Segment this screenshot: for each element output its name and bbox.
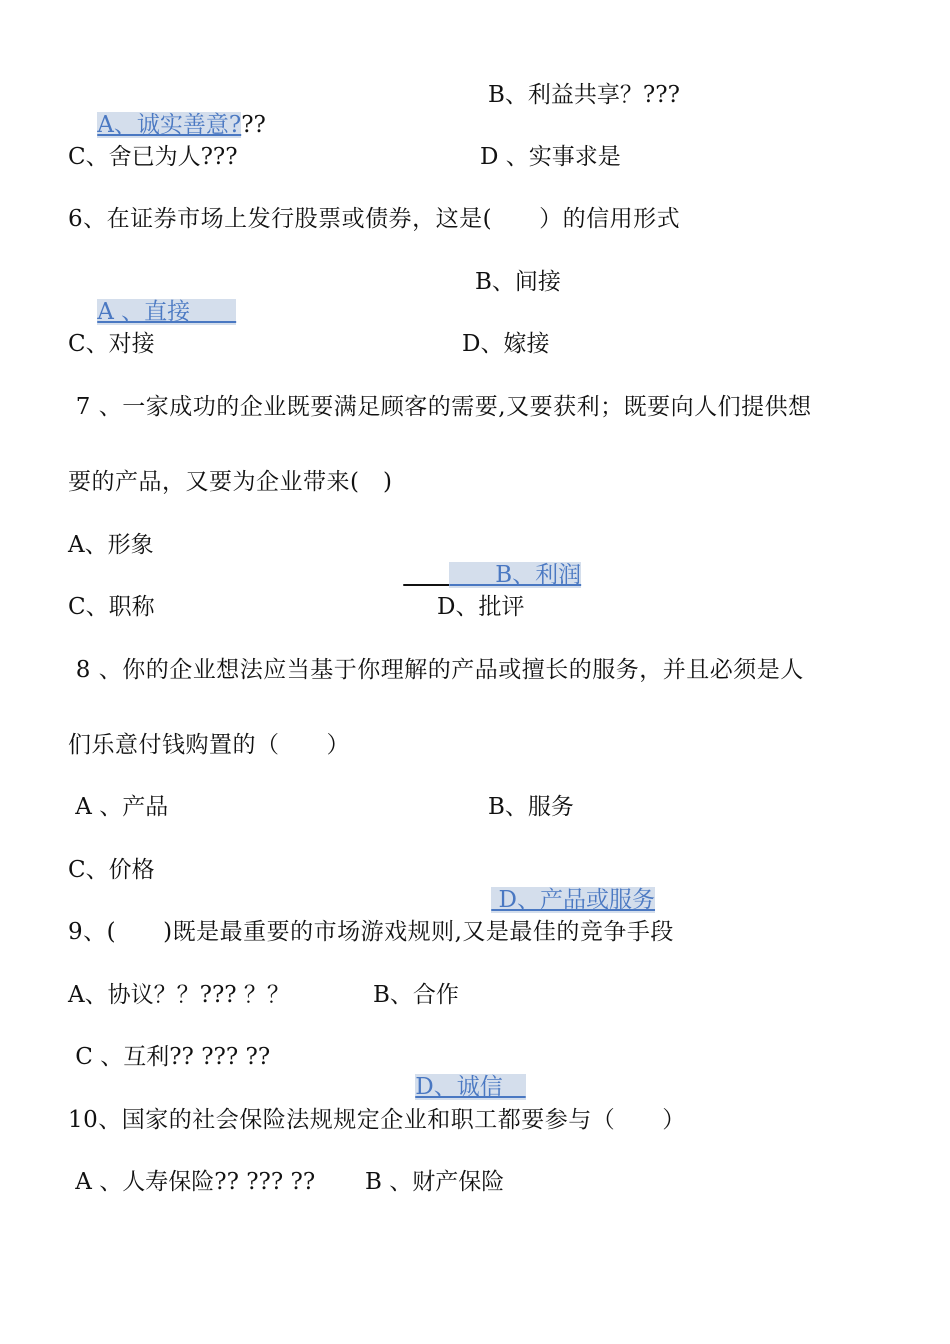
q6-option-b: B、间接	[475, 269, 561, 295]
q6-option-c: C、对接	[68, 331, 155, 357]
q6-option-d: D、嫁接	[462, 331, 550, 357]
q5-option-c: C、舍已为人???	[68, 144, 238, 170]
q7-option-a: A、形象	[68, 532, 154, 558]
q8-option-c: C、价格	[68, 857, 155, 883]
q9-option-c: C 、互利?? ??? ??	[68, 1044, 271, 1070]
q9-stem: 9、( )既是最重要的市场游戏规则,又是最佳的竞争手段	[68, 919, 674, 945]
q7-blank	[403, 562, 449, 588]
q6-answer-highlight: A 、直接	[97, 299, 237, 325]
q8-option-a: A 、产品	[68, 794, 169, 820]
q7-option-d: D、批评	[437, 594, 525, 620]
q10-stem: 10、国家的社会保险法规规定企业和职工都要参与（ ）	[68, 1107, 686, 1133]
q6-stem: 6、在证券市场上发行股票或债券，这是( ）的信用形式	[68, 206, 681, 232]
q9-option-a: A、协议？？??? ？？	[68, 982, 290, 1008]
q7-stem-line2: 要的产品，又要为企业带来( )	[68, 469, 393, 495]
q10-option-a: A 、人寿保险?? ??? ??	[68, 1169, 316, 1195]
q7-stem-line1: 7 、一家成功的企业既要满足顾客的需要,又要获利；既要向人们提供想	[68, 394, 812, 420]
q10-option-b: B 、财产保险	[365, 1169, 505, 1195]
q5-option-b: B、利益共享？???	[488, 82, 680, 108]
q5-option-a-tail: ??	[241, 112, 266, 138]
q9-answer-highlight: D、诚信	[415, 1074, 526, 1100]
q8-answer-highlight: D、产品或服务	[491, 887, 656, 913]
q5-answer-highlight: A、诚实善意?	[97, 112, 242, 138]
q7-option-c: C、职称	[68, 594, 155, 620]
q9-option-b: B、合作	[373, 982, 459, 1008]
q8-stem-line1: 8 、你的企业想法应当基于你理解的产品或擅长的服务，并且必须是人	[68, 657, 804, 683]
q8-option-b: B、服务	[488, 794, 574, 820]
q8-stem-line2: 们乐意付钱购置的（ ）	[68, 732, 350, 758]
q5-option-d: D 、实事求是	[480, 144, 621, 170]
q7-answer-highlight: B、利润	[449, 562, 582, 588]
